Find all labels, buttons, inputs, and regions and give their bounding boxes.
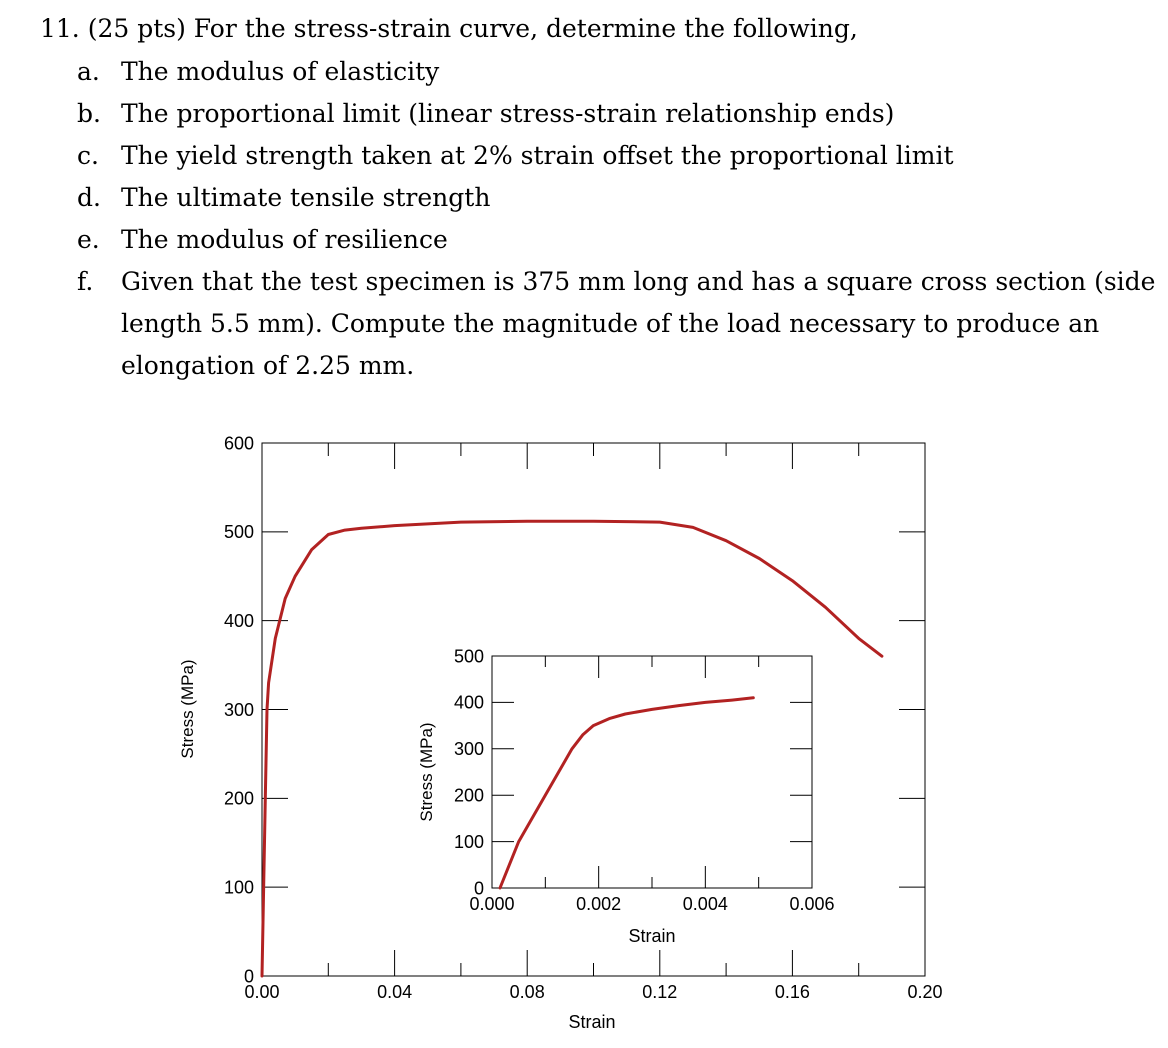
question-f-line-2: length 5.5 mm). Compute the magnitude of the load necessary to produce an	[121, 309, 1100, 338]
inset-y-axis-label: Stress (MPa)	[417, 722, 436, 822]
question-b-label: b.	[77, 99, 101, 128]
question-e-text: The modulus of resilience	[121, 225, 448, 254]
problem-title: 11. (25 pts) For the stress-strain curve, determine the following,	[40, 14, 858, 43]
question-e-label: e.	[77, 225, 100, 254]
inset-y-tick-label: 100	[453, 831, 484, 852]
inset-x-tick-label: 0.004	[682, 894, 728, 914]
main-y-tick-label: 0	[243, 966, 254, 987]
inset-y-tick-label: 300	[453, 739, 484, 760]
question-d-text: The ultimate tensile strength	[121, 183, 491, 212]
main-x-tick-label: 0.04	[377, 982, 413, 1002]
main-x-tick-label: 0.00	[244, 982, 280, 1002]
question-f-label: f.	[77, 267, 94, 296]
inset-x-tick-label: 0.006	[789, 894, 835, 914]
question-f-text: Given that the test specimen is 375 mm long and has a square cross section (side	[121, 267, 1156, 296]
main-y-tick-label: 600	[223, 433, 254, 454]
question-a-text: The modulus of elasticity	[121, 57, 440, 86]
inset-x-tick-label: 0.000	[469, 894, 515, 914]
question-f-line-3: elongation of 2.25 mm.	[121, 351, 415, 380]
inset-plot-frame	[492, 656, 812, 888]
inset-y-tick-label: 400	[453, 692, 484, 713]
main-y-tick-label: 500	[223, 522, 254, 543]
main-y-tick-label: 100	[223, 877, 254, 898]
main-x-tick-label: 0.16	[774, 982, 810, 1002]
main-y-tick-label: 400	[223, 610, 254, 631]
main-x-tick-label: 0.12	[642, 982, 678, 1002]
question-c-label: c.	[77, 141, 99, 170]
inset-y-tick-label: 200	[453, 785, 484, 806]
main-x-tick-label: 0.08	[509, 982, 545, 1002]
question-b-text: The proportional limit (linear stress-strain relationship ends)	[121, 99, 895, 128]
main-y-tick-label: 200	[223, 788, 254, 809]
question-a-label: a.	[77, 57, 100, 86]
question-c-text: The yield strength taken at 2% strain offset the proportional limit	[121, 141, 954, 170]
main-x-tick-label: 0.20	[907, 982, 943, 1002]
inset-x-tick-label: 0.002	[576, 894, 622, 914]
question-d-label: d.	[77, 183, 101, 212]
main-y-tick-label: 300	[223, 699, 254, 720]
main-y-axis-label: Stress (MPa)	[178, 659, 197, 759]
inset-y-tick-label: 500	[453, 646, 484, 667]
inset-x-axis-label: Strain	[628, 926, 676, 946]
inset-y-tick-label: 0	[473, 878, 484, 899]
main-x-axis-label: Strain	[568, 1012, 616, 1032]
